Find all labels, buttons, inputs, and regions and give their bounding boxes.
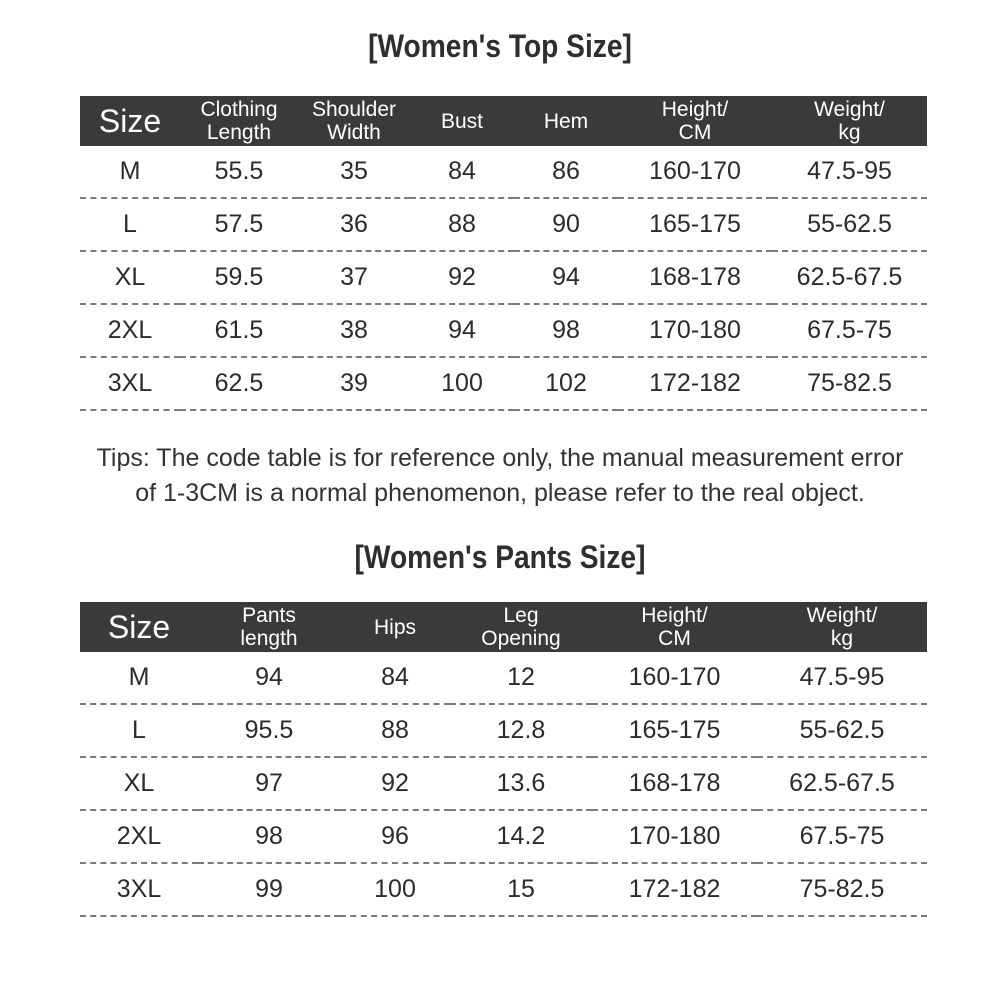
table-cell: 15	[450, 863, 592, 916]
table-cell: 38	[298, 304, 410, 357]
table-row	[80, 810, 927, 863]
table-cell: 12	[450, 652, 592, 704]
table-cell: 75-82.5	[757, 863, 927, 916]
pants-header-leg-opening: Leg Opening	[450, 602, 592, 652]
table-row	[80, 704, 927, 757]
tips-line-2: of 1-3CM is a normal phenomenon, please refer to the real object.	[135, 479, 865, 507]
table-cell: 94	[198, 652, 340, 704]
table-cell: 88	[340, 704, 450, 757]
pants-header-pants-length: Pants length	[198, 602, 340, 652]
table-cell: 2XL	[80, 304, 180, 357]
table-row	[80, 652, 927, 704]
table-row	[80, 863, 927, 916]
table-cell: 92	[340, 757, 450, 810]
table-cell: 47.5-95	[757, 652, 927, 704]
table-cell: 36	[298, 198, 410, 251]
table-cell: XL	[80, 757, 198, 810]
table-cell: 98	[198, 810, 340, 863]
table-cell: 3XL	[80, 863, 198, 916]
table-cell: 62.5-67.5	[772, 251, 927, 304]
table-cell: 2XL	[80, 810, 198, 863]
table-cell: 168-178	[618, 251, 772, 304]
table-row	[80, 198, 927, 251]
top-header-row	[80, 96, 927, 146]
pants-size-table	[80, 602, 927, 917]
table-cell: 170-180	[618, 304, 772, 357]
table-cell: 160-170	[618, 146, 772, 198]
table-row	[80, 251, 927, 304]
table-cell: 61.5	[180, 304, 298, 357]
table-cell: 86	[514, 146, 618, 198]
table-cell: 62.5	[180, 357, 298, 410]
top-header-size: Size	[80, 96, 180, 146]
table-cell: XL	[80, 251, 180, 304]
table-cell: 3XL	[80, 357, 180, 410]
table-cell: 97	[198, 757, 340, 810]
table-cell: 95.5	[198, 704, 340, 757]
table-cell: 59.5	[180, 251, 298, 304]
table-cell: 12.8	[450, 704, 592, 757]
table-cell: 84	[410, 146, 514, 198]
table-cell: 67.5-75	[772, 304, 927, 357]
top-header-shoulder-width: Shoulder Width	[298, 96, 410, 146]
table-cell: 94	[410, 304, 514, 357]
top-size-title: [Women's Top Size]	[368, 28, 632, 64]
table-row	[80, 757, 927, 810]
table-cell: 168-178	[592, 757, 757, 810]
table-cell: 90	[514, 198, 618, 251]
table-cell: M	[80, 146, 180, 198]
pants-size-title: [Women's Pants Size]	[354, 539, 646, 575]
table-cell: 75-82.5	[772, 357, 927, 410]
table-cell: 92	[410, 251, 514, 304]
tips-note	[60, 441, 940, 511]
table-row	[80, 304, 927, 357]
table-cell: 88	[410, 198, 514, 251]
table-row	[80, 357, 927, 410]
table-cell: 55-62.5	[772, 198, 927, 251]
pants-header-height: Height/ CM	[592, 602, 757, 652]
pants-header-size: Size	[80, 602, 198, 652]
table-cell: 102	[514, 357, 618, 410]
table-row	[80, 146, 927, 198]
table-cell: 55.5	[180, 146, 298, 198]
pants-header-row	[80, 602, 927, 652]
table-cell: 100	[410, 357, 514, 410]
table-cell: 165-175	[618, 198, 772, 251]
pants-header-hips: Hips	[340, 602, 450, 652]
top-header-weight: Weight/ kg	[772, 96, 927, 146]
table-cell: 172-182	[592, 863, 757, 916]
table-cell: 172-182	[618, 357, 772, 410]
table-cell: 57.5	[180, 198, 298, 251]
table-cell: L	[80, 198, 180, 251]
table-cell: 165-175	[592, 704, 757, 757]
table-cell: 55-62.5	[757, 704, 927, 757]
table-cell: 160-170	[592, 652, 757, 704]
table-cell: 35	[298, 146, 410, 198]
table-cell: 67.5-75	[757, 810, 927, 863]
table-cell: 39	[298, 357, 410, 410]
top-header-clothing-length: Clothing Length	[180, 96, 298, 146]
table-cell: 98	[514, 304, 618, 357]
table-cell: 94	[514, 251, 618, 304]
top-header-height: Height/ CM	[618, 96, 772, 146]
top-header-bust: Bust	[410, 96, 514, 146]
table-cell: 37	[298, 251, 410, 304]
table-cell: 47.5-95	[772, 146, 927, 198]
table-cell: L	[80, 704, 198, 757]
table-cell: 99	[198, 863, 340, 916]
table-cell: 170-180	[592, 810, 757, 863]
table-cell: M	[80, 652, 198, 704]
top-header-hem: Hem	[514, 96, 618, 146]
table-cell: 96	[340, 810, 450, 863]
table-cell: 100	[340, 863, 450, 916]
table-cell: 62.5-67.5	[757, 757, 927, 810]
table-cell: 14.2	[450, 810, 592, 863]
top-size-table	[80, 96, 927, 411]
pants-header-weight: Weight/ kg	[757, 602, 927, 652]
table-cell: 84	[340, 652, 450, 704]
table-cell: 13.6	[450, 757, 592, 810]
tips-line-1: Tips: The code table is for reference only, the manual measurement error	[96, 444, 904, 472]
